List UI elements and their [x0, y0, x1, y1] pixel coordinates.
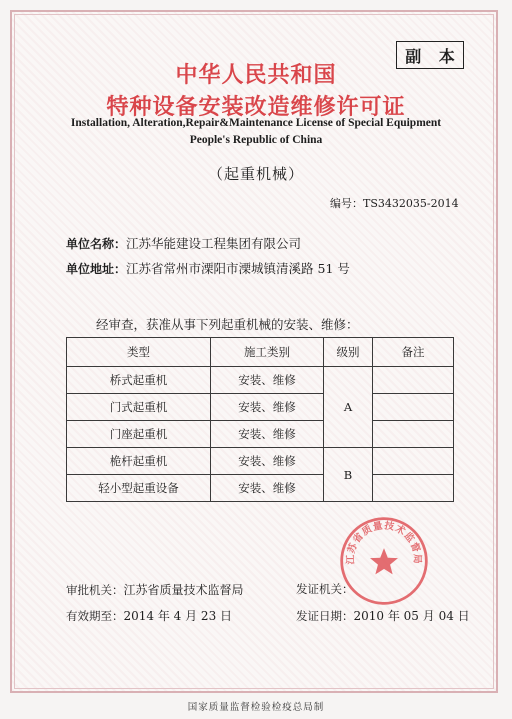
row-work: 安装、维修: [211, 448, 324, 475]
row-type: 桅杆起重机: [67, 448, 211, 475]
unit-name-label: 单位名称：: [66, 237, 127, 251]
row-remarks: [373, 475, 454, 502]
approval-intro: 经审查，获准从事下列起重机械的安装、维修：: [96, 317, 359, 332]
title-cn-line1: 中华人民共和国: [175, 63, 337, 88]
table-header-row: [67, 338, 454, 367]
seal-text: 江苏省质量技术监督局: [345, 520, 423, 565]
title-en-line1: Installation, Alteration,Repair&Maintenance License of Special Equipment: [70, 117, 442, 129]
row-type: 桥式起重机: [67, 367, 211, 394]
scope-table: [66, 337, 454, 502]
title-en-line2: People's Republic of China: [189, 134, 323, 146]
unit-address-field: [66, 259, 350, 277]
row-type: 轻小型起重设备: [67, 475, 211, 502]
header-level: 级别: [324, 338, 373, 367]
certificate-number: 编号：TS3432035-2014: [330, 197, 459, 210]
copy-badge: 副 本: [396, 41, 464, 69]
row-work: 安装、维修: [211, 394, 324, 421]
valid-until-field: [66, 607, 232, 624]
row-remarks: [373, 367, 454, 394]
approval-authority-value: 江苏省质量技术监督局: [123, 583, 244, 597]
row-remarks: [373, 448, 454, 475]
table-row: [67, 394, 454, 421]
table-row: [67, 448, 454, 475]
unit-address-label: 单位地址：: [66, 262, 127, 276]
issue-date-label: 发证日期：: [296, 609, 354, 623]
approval-authority-label: 审批机关：: [66, 583, 124, 597]
table-row: [67, 475, 454, 502]
row-type: 门座起重机: [67, 421, 211, 448]
unit-name-field: [66, 234, 301, 252]
equipment-category: （起重机械）: [207, 165, 304, 183]
header-remarks: 备注: [373, 338, 454, 367]
row-remarks: [373, 421, 454, 448]
row-work: 安装、维修: [211, 475, 324, 502]
level-a-cell: A: [324, 367, 373, 448]
table-row: [67, 367, 454, 394]
official-seal: [338, 515, 430, 607]
level-b-cell: B: [324, 448, 373, 502]
title-cn-line2: 特种设备安装改造维修许可证: [106, 95, 406, 120]
row-work: 安装、维修: [211, 421, 324, 448]
approval-authority-field: [66, 581, 244, 598]
valid-until-label: 有效期至：: [66, 609, 124, 623]
table-row: [67, 421, 454, 448]
issue-date-value: 2010 年 05 月 04 日: [353, 609, 470, 623]
issuer-footer: 国家质量监督检验检疫总局制: [187, 702, 325, 713]
row-type: 门式起重机: [67, 394, 211, 421]
star-icon: [370, 548, 398, 574]
header-type: 类型: [67, 338, 211, 367]
row-work: 安装、维修: [211, 367, 324, 394]
unit-address-value: 江苏省常州市溧阳市溧城镇清溪路 51 号: [126, 261, 350, 276]
issue-date-field: [296, 607, 470, 624]
row-remarks: [373, 394, 454, 421]
unit-name-value: 江苏华能建设工程集团有限公司: [126, 236, 302, 251]
valid-until-value: 2014 年 4 月 23 日: [123, 609, 233, 623]
header-work-category: 施工类别: [211, 338, 324, 367]
issuing-authority-label: 发证机关：: [296, 582, 354, 596]
